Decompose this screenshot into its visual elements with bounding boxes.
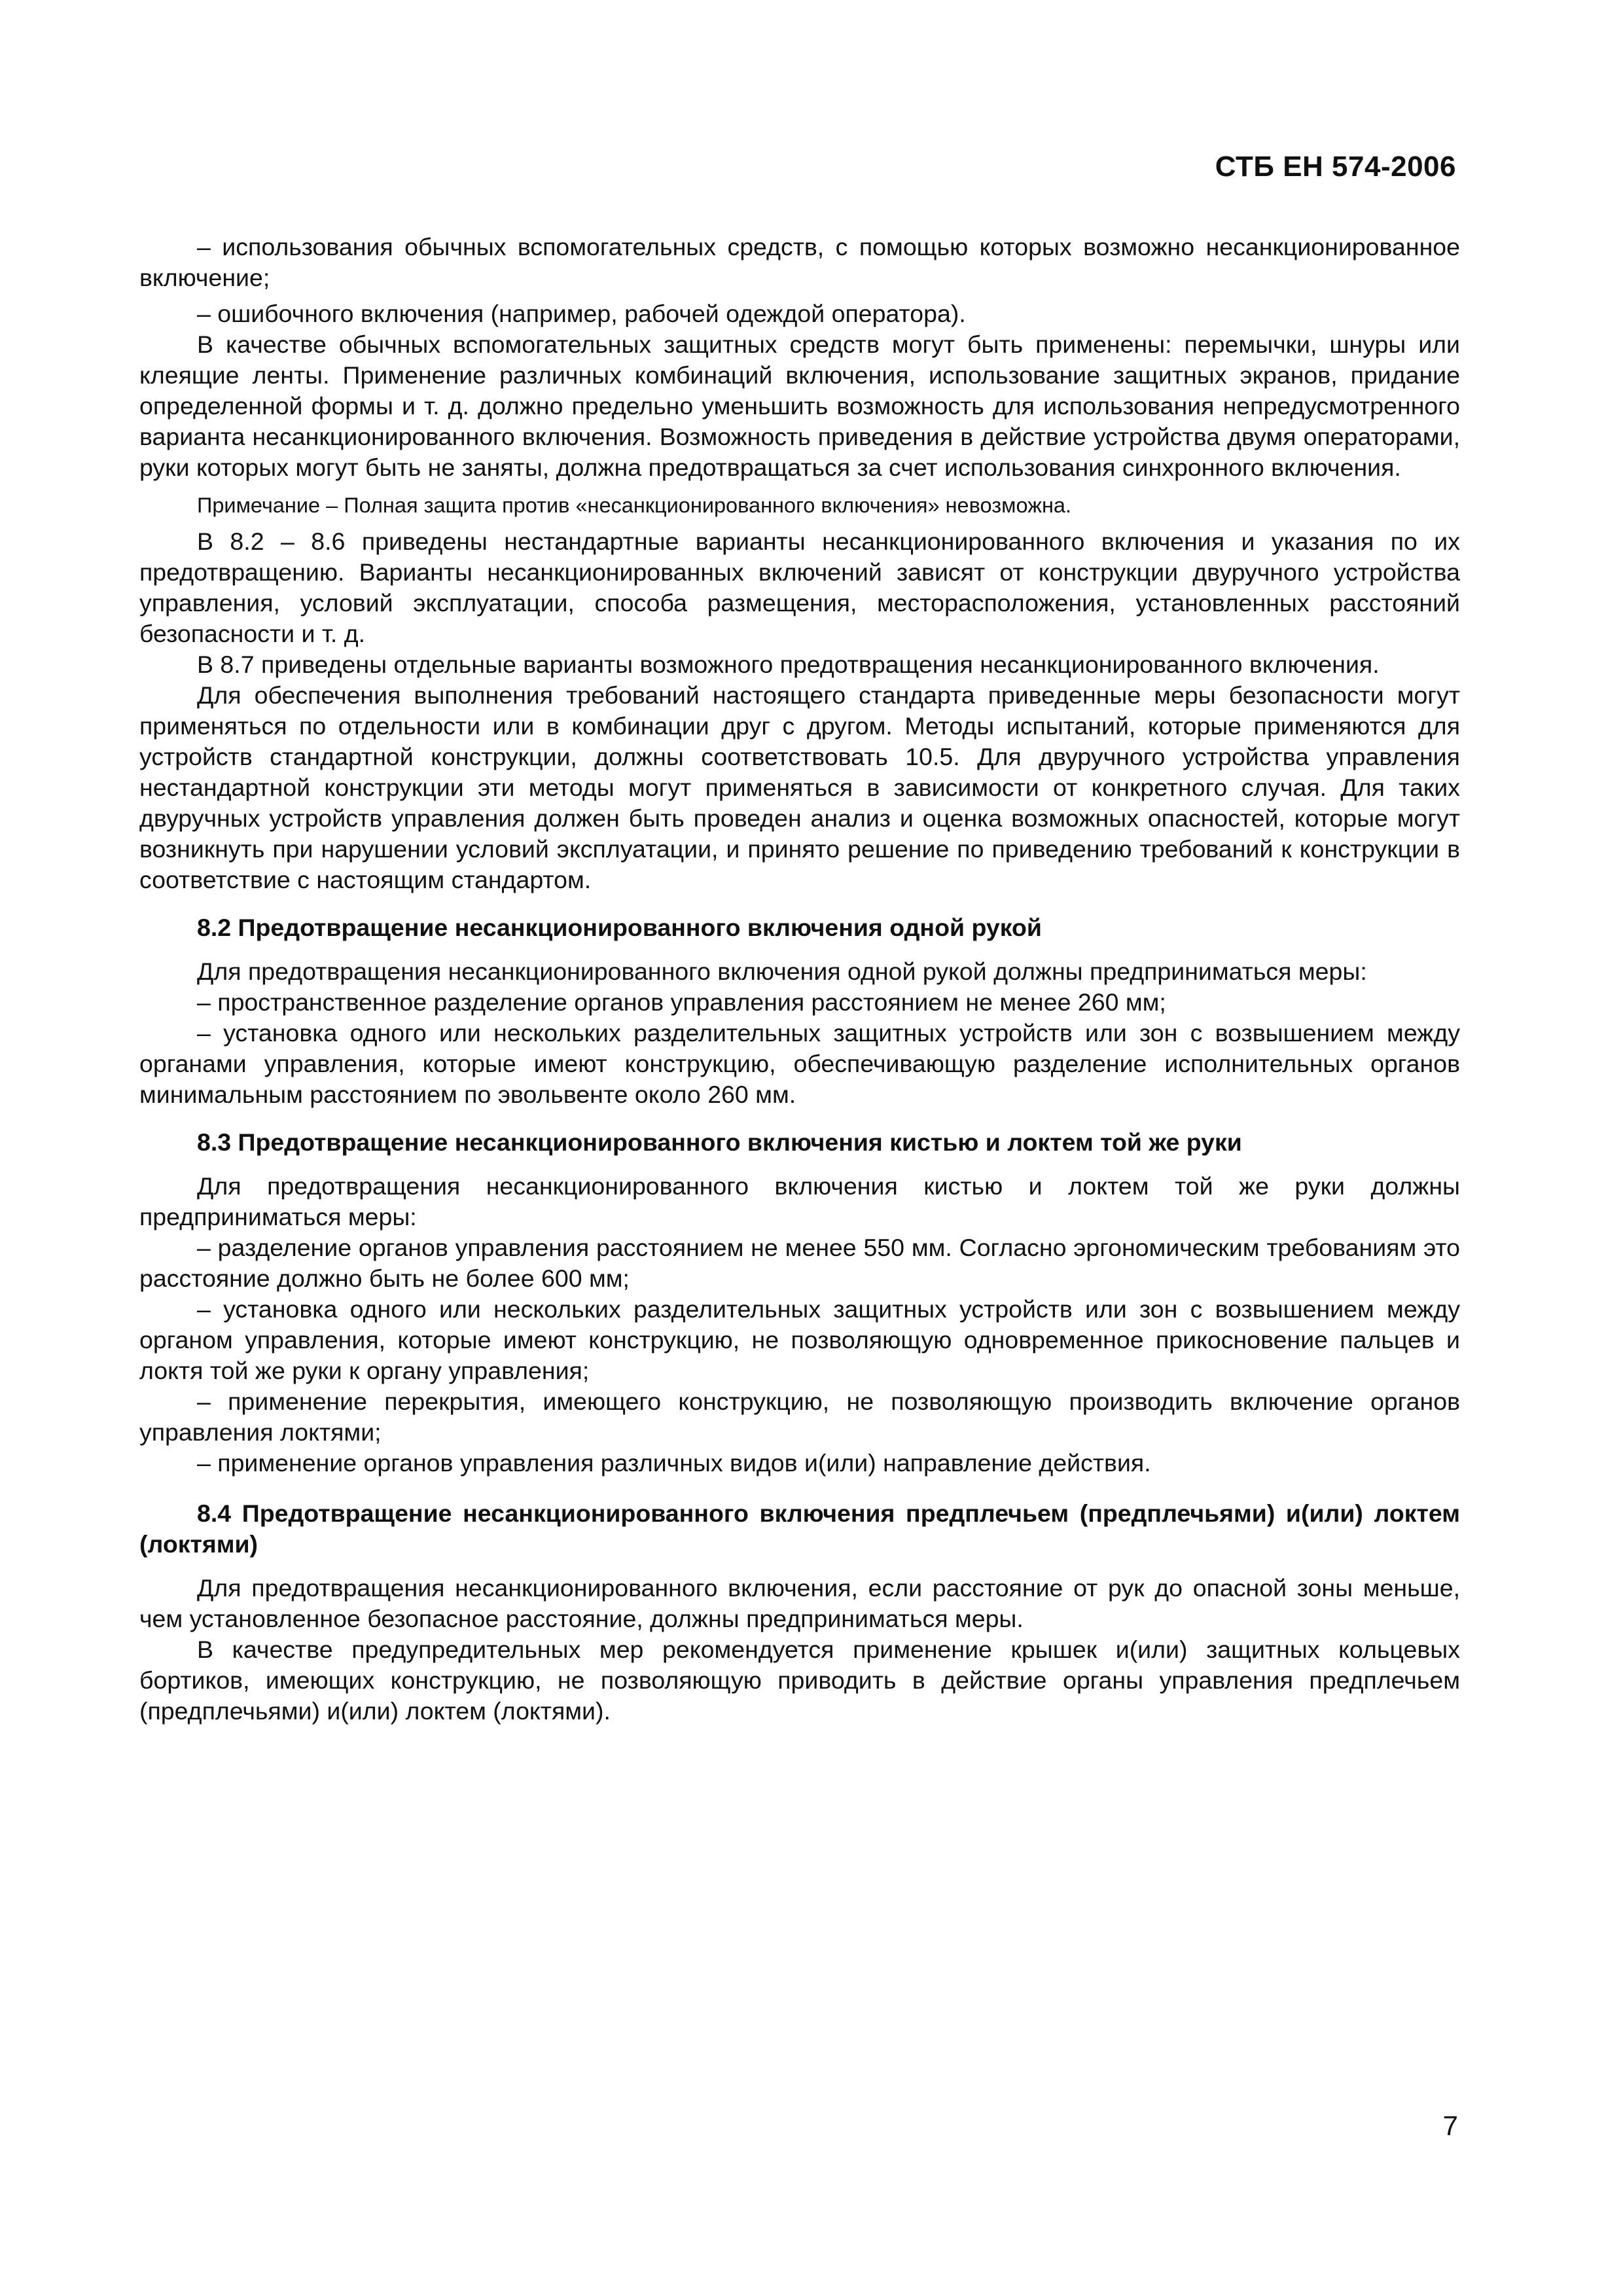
paragraph: В 8.2 – 8.6 приведены нестандартные варианты несанкционированного включения и указания по их предотвращению. Варианты несанкционированных включений зависят от конструкции двуручного устройства управления, условий эксплуатации, способа размещения, месторасположения, установленных расстояний безопасности и т. д. xyxy=(139,528,1460,647)
paragraph: В качестве обычных вспомогательных защитных средств могут быть применены: перемычки, шнуры или клеящие ленты. Применение различных комбинаций включения, использование защитных экранов, придание определенной формы и т. д. должно предельно уменьшить возможность для использования непредусмотренного варианта несанкционированного включения. Возможность приведения в действие устройства двумя операторами, руки которых могут быть не заняты, должна предотвращаться за счет использования синхронного включения. xyxy=(139,331,1460,481)
document-body xyxy=(139,232,1460,1727)
section-heading-8-3: 8.3 Предотвращение несанкционированного включения кистью и локтем той же руки xyxy=(197,1128,1242,1156)
paragraph-list-item: – применение органов управления различных видов и(или) направление действия. xyxy=(197,1449,1151,1477)
paragraph: Для предотвращения несанкционированного включения кистью и локтем той же руки должны предприниматься меры: xyxy=(139,1172,1460,1230)
paragraph: Для предотвращения несанкционированного включения, если расстояние от рук до опасной зоны меньше, чем установленное безопасное расстояние, должны предприниматься меры. xyxy=(139,1574,1460,1632)
note: Примечание – Полная защита против «несанкционированного включения» невозможна. xyxy=(197,493,1071,517)
paragraph-list-item: – установка одного или нескольких разделительных защитных устройств или зон с возвышением между органами управления, которые имеют конструкцию, обеспечивающую разделение исполнительных органов минимальным расстоянием по эвольвенте около 260 мм. xyxy=(139,1019,1460,1108)
paragraph-list-item: – ошибочного включения (например, рабочей одеждой оператора). xyxy=(197,300,966,327)
paragraph: Для обеспечения выполнения требований настоящего стандарта приведенные меры безопасности могут применяться по отдельности или в комбинации друг с другом. Методы испытаний, которые применяются для устройств стандартной конструкции, должны соответствовать 10.5. Для двуручного устройства управления нестандартной конструкции эти методы могут применяться в зависимости от конкретного случая. Для таких двуручных устройств управления должен быть проведен анализ и оценка возможных опасностей, которые могут возникнуть при нарушении условий эксплуатации, и принято решение по приведению требований к конструкции в соответствие с настоящим стандартом. xyxy=(139,681,1460,893)
page-number: 7 xyxy=(1442,2110,1458,2141)
paragraph-list-item: – применение перекрытия, имеющего конструкцию, не позволяющую производить включение органов управления локтями; xyxy=(139,1388,1460,1446)
paragraph-list-item: – пространственное разделение органов управления расстоянием не менее 260 мм; xyxy=(197,988,1166,1016)
paragraph-list-item: – использования обычных вспомогательных средств, с помощью которых возможно несанкционированное включение; xyxy=(139,233,1460,291)
section-heading-8-2: 8.2 Предотвращение несанкционированного включения одной рукой xyxy=(197,914,1042,941)
paragraph: В 8.7 приведены отдельные варианты возможного предотвращения несанкционированного включения. xyxy=(197,651,1380,678)
paragraph: Для предотвращения несанкционированного включения одной рукой должны предприниматься меры: xyxy=(197,958,1367,985)
section-heading-8-4: 8.4 Предотвращение несанкционированного включения предплечьем (предплечьями) и(или) локтем (локтями) xyxy=(139,1499,1460,1558)
document-code-header: СТБ ЕН 574-2006 xyxy=(1215,151,1456,183)
paragraph: В качестве предупредительных мер рекомендуется применение крышек и(или) защитных кольцевых бортиков, имеющих конструкцию, не позволяющую приводить в действие органы управления предплечьем (предплечьями) и(или) локтем (локтями). xyxy=(139,1636,1460,1725)
paragraph-list-item: – разделение органов управления расстоянием не менее 550 мм. Согласно эргономическим требованиям это расстояние должно быть не более 600 мм; xyxy=(139,1234,1460,1292)
paragraph-list-item: – установка одного или нескольких разделительных защитных устройств или зон с возвышением между органом управления, которые имеют конструкцию, не позволяющую одновременное прикосновение пальцев и локтя той же руки к органу управления; xyxy=(139,1295,1460,1384)
